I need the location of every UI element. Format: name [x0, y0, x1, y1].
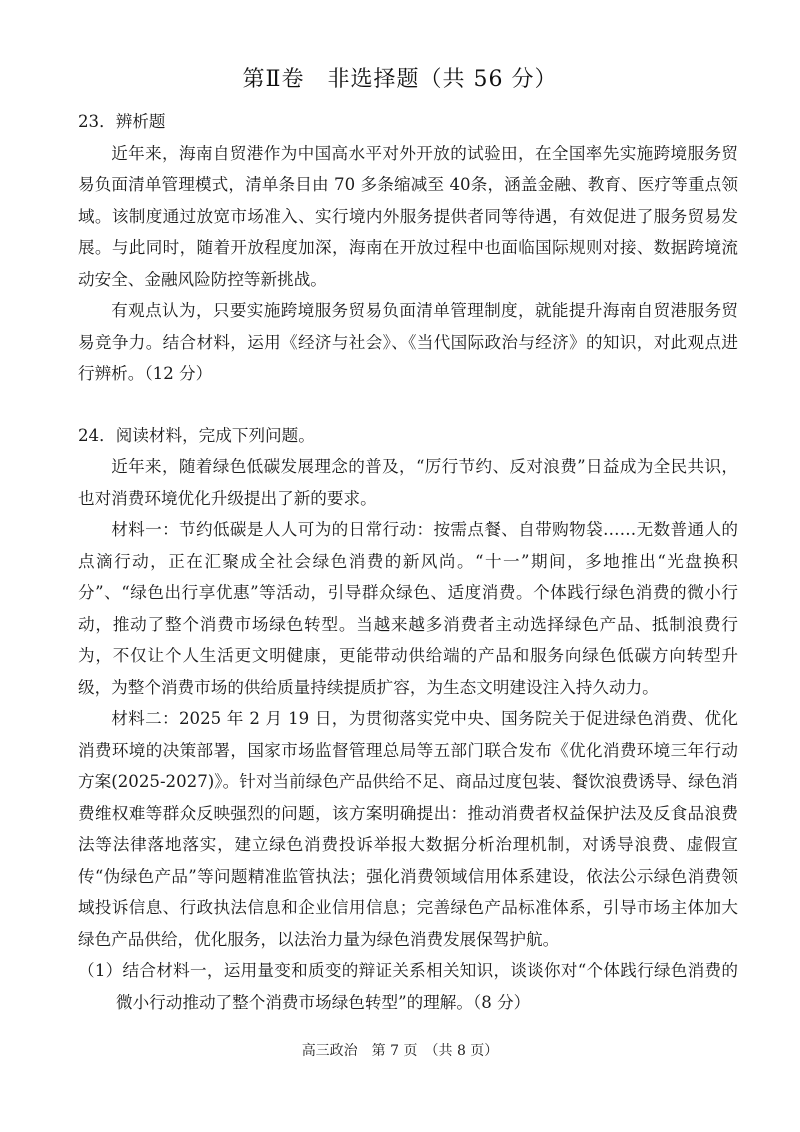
section-title: 第Ⅱ卷 非选择题（共 56 分） [242, 67, 558, 92]
page-content [78, 106, 738, 1018]
question-24-material-2: 材料二：2025 年 2 月 19 日，为贯彻落实党中央、国务院关于促进绿色消费、优化消费环境的决策部署，国家市场监督管理总局等五部门联合发布《优化消费环境三年行动方案(2025-2027)》。针对当前绿色产品供给不足、商品过度包装、餐饮浪费诱导、绿色消费维权难等群众反映强烈的问题，该方案明确提出：推动消费者权益保护法及反食品浪费法等法律落地落实，建立绿色消费投诉举报大数据分析治理机制，对诱导浪费、虚假宣传“伪绿色产品”等问题精准监管执法；强化消费领域信用体系建设，依法公示绿色消费领域投诉信息、行政执法信息和企业信用信息；完善绿色产品标准体系，引导市场主体加大绿色产品供给，优化服务，以法治力量为绿色消费发展保驾护航。 [78, 709, 738, 949]
question-24-material-1: 材料一：节约低碳是人人可为的日常行动：按需点餐、自带购物袋……无数普通人的点滴行动，正在汇聚成全社会绿色消费的新风尚。“十一”期间，多地推出“光盘换积分”、“绿色出行享优惠”等活动，引导群众绿色、适度消费。个体践行绿色消费的微小行动，推动了整个消费市场绿色转型。当越来越多消费者主动选择绿色产品、抵制浪费行为，不仅让个人生活更文明健康，更能带动供给端的产品和服务向绿色低碳方向转型升级，为整个消费市场的供给质量持续提质扩容，为生态文明建设注入持久动力。 [78, 520, 738, 697]
question-23-prompt: 有观点认为，只要实施跨境服务贸易负面清单管理制度，就能提升海南自贸港服务贸易竞争力。结合材料，运用《经济与社会》、《当代国际政治与经济》的知识，对此观点进行辨析。（12 分） [78, 301, 738, 383]
question-24-heading: 24．阅读材料，完成下列问题。 [78, 425, 315, 445]
question-23-material: 近年来，海南自贸港作为中国高水平对外开放的试验田，在全国率先实施跨境服务贸易负面清单管理模式，清单条目由 70 多条缩减至 40条，涵盖金融、教育、医疗等重点领域。该制度通过放宽市场准入、实行境内外服务提供者同等待遇，有效促进了服务贸易发展。与此同时，随着开放程度加深，海南在开放过程中也面临国际规则对接、数据跨境流动安全、金融风险防控等新挑战。 [78, 143, 738, 289]
page-footer: 高三政治 第 7 页 （共 8 页） [301, 1043, 499, 1059]
spacer [78, 390, 738, 420]
question-24-subquestion-1: （1）结合材料一，运用量变和质变的辩证关系相关知识，谈谈你对“个体践行绿色消费的微小行动推动了整个消费市场绿色转型”的理解。（8 分） [78, 961, 738, 1012]
question-23-heading: 23．辨析题 [78, 112, 166, 131]
question-24-intro: 近年来，随着绿色低碳发展理念的普及，“厉行节约、反对浪费”日益成为全民共识，也对消费环境优化升级提出了新的要求。 [78, 457, 738, 508]
